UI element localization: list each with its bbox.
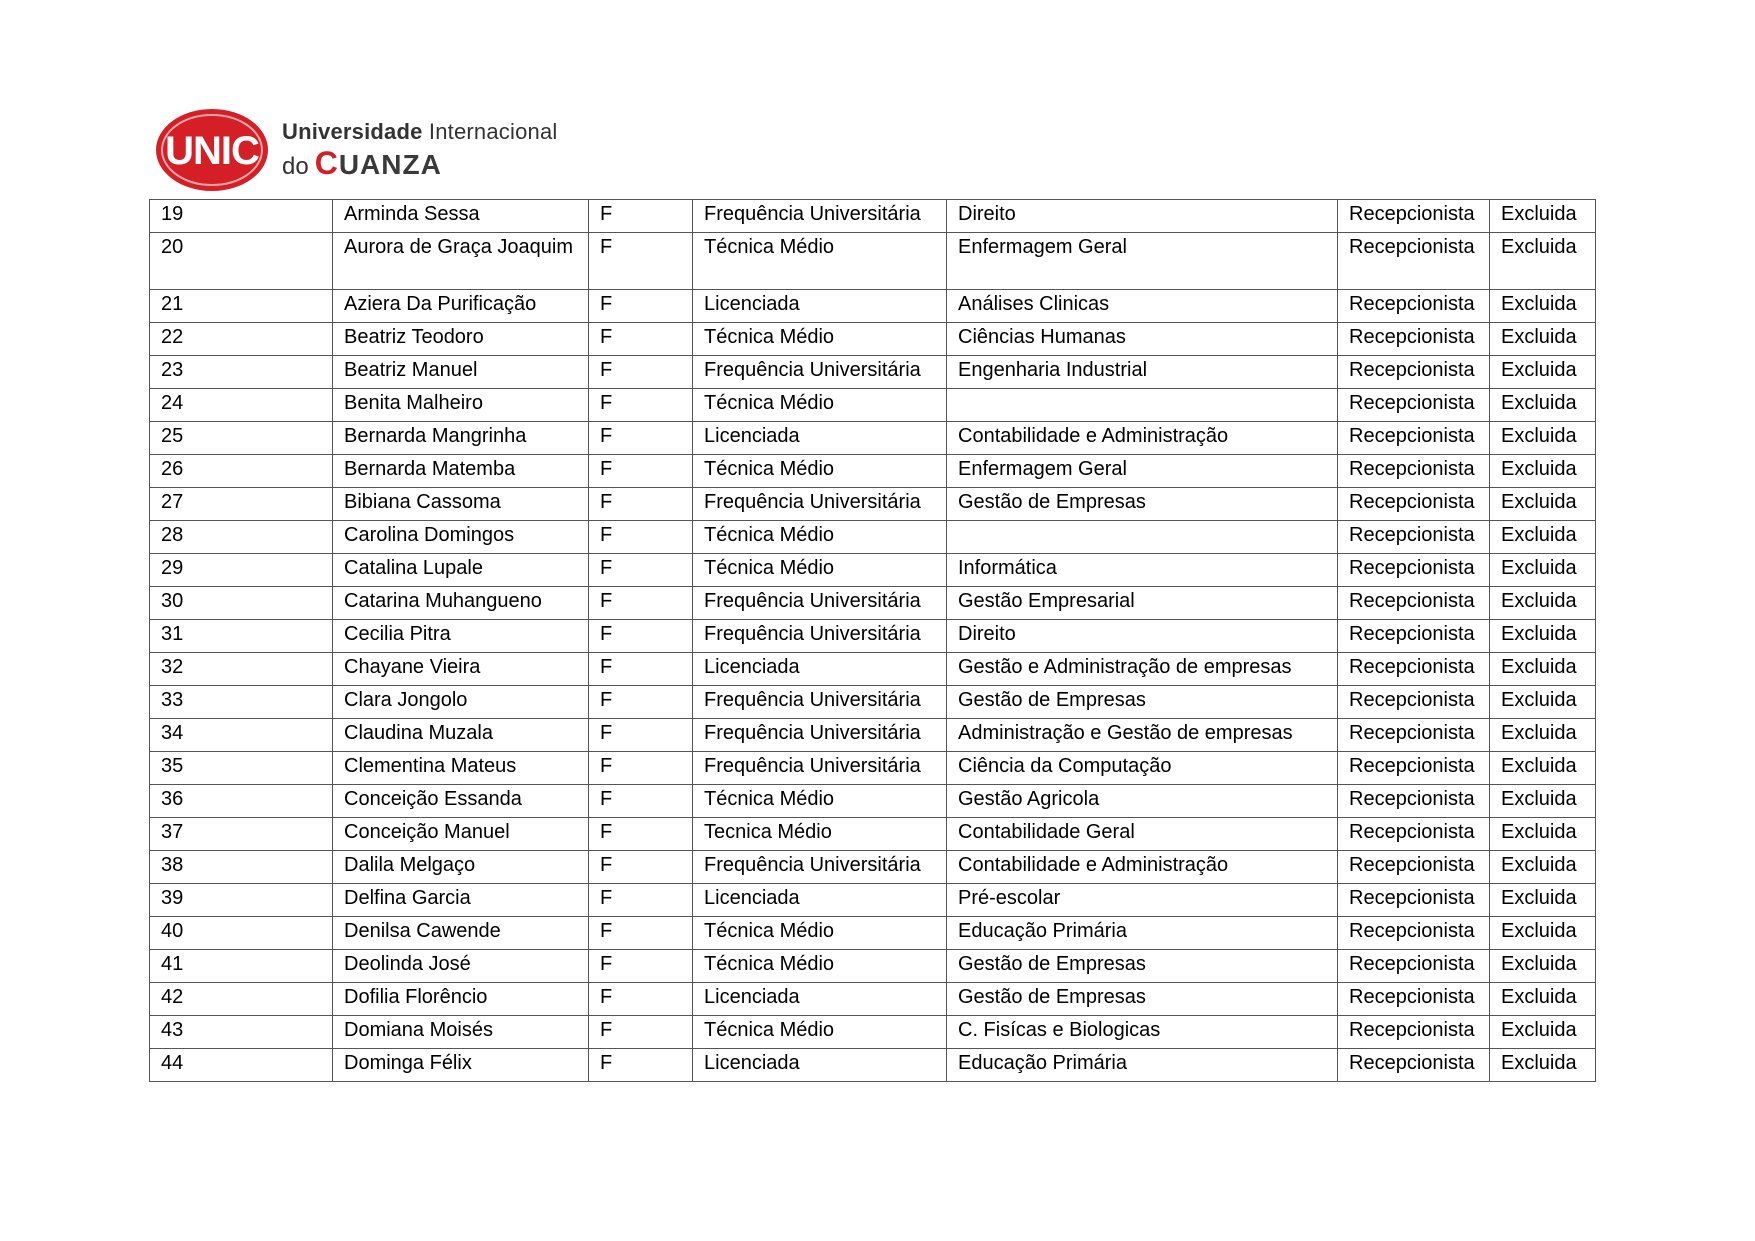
- table-row: [150, 554, 1596, 587]
- cell-name: Claudina Muzala: [333, 719, 589, 752]
- cell-role: Recepcionista: [1338, 455, 1490, 488]
- logo-word-cuanza: [315, 145, 442, 181]
- logo-word-do: do: [282, 153, 309, 180]
- cell-education-level: Frequência Universitária: [693, 686, 947, 719]
- cell-number: 43: [150, 1016, 333, 1049]
- cell-name: Aziera Da Purificação: [333, 290, 589, 323]
- cell-education-level: Frequência Universitária: [693, 719, 947, 752]
- cell-number: 33: [150, 686, 333, 719]
- cell-sex: F: [589, 785, 693, 818]
- cell-sex: F: [589, 983, 693, 1016]
- table-row: [150, 620, 1596, 653]
- cell-sex: F: [589, 488, 693, 521]
- logo-rest-uanza: UANZA: [338, 149, 442, 180]
- cell-name: Chayane Vieira: [333, 653, 589, 686]
- table-row: [150, 686, 1596, 719]
- cell-sex: F: [589, 851, 693, 884]
- cell-status: Excluida: [1490, 719, 1596, 752]
- cell-sex: F: [589, 653, 693, 686]
- cell-number: 22: [150, 323, 333, 356]
- cell-role: Recepcionista: [1338, 818, 1490, 851]
- cell-role: Recepcionista: [1338, 422, 1490, 455]
- cell-status: Excluida: [1490, 752, 1596, 785]
- cell-education-level: Técnica Médio: [693, 233, 947, 290]
- cell-education-level: Licenciada: [693, 1049, 947, 1082]
- cell-name: Conceição Essanda: [333, 785, 589, 818]
- cell-course: Educação Primária: [947, 1049, 1338, 1082]
- cell-number: 35: [150, 752, 333, 785]
- cell-course: Enfermagem Geral: [947, 233, 1338, 290]
- svg-text:UNIC: UNIC: [165, 129, 259, 173]
- cell-role: Recepcionista: [1338, 620, 1490, 653]
- cell-education-level: Técnica Médio: [693, 917, 947, 950]
- cell-sex: F: [589, 950, 693, 983]
- table-row: [150, 233, 1596, 290]
- cell-number: 26: [150, 455, 333, 488]
- cell-role: Recepcionista: [1338, 719, 1490, 752]
- cell-sex: F: [589, 200, 693, 233]
- cell-role: Recepcionista: [1338, 1016, 1490, 1049]
- cell-name: Bernarda Mangrinha: [333, 422, 589, 455]
- cell-course: Gestão Agricola: [947, 785, 1338, 818]
- cell-role: Recepcionista: [1338, 884, 1490, 917]
- cell-number: 27: [150, 488, 333, 521]
- cell-sex: F: [589, 884, 693, 917]
- cell-sex: F: [589, 455, 693, 488]
- cell-education-level: Técnica Médio: [693, 455, 947, 488]
- table-row: [150, 488, 1596, 521]
- table-row: [150, 983, 1596, 1016]
- cell-education-level: Tecnica Médio: [693, 818, 947, 851]
- table-row: [150, 785, 1596, 818]
- cell-status: Excluida: [1490, 233, 1596, 290]
- cell-sex: F: [589, 752, 693, 785]
- cell-role: Recepcionista: [1338, 851, 1490, 884]
- cell-status: Excluida: [1490, 488, 1596, 521]
- cell-education-level: Licenciada: [693, 884, 947, 917]
- cell-status: Excluida: [1490, 917, 1596, 950]
- table-row: [150, 200, 1596, 233]
- university-logo: [154, 107, 557, 193]
- cell-education-level: Técnica Médio: [693, 521, 947, 554]
- cell-education-level: Licenciada: [693, 290, 947, 323]
- cell-status: Excluida: [1490, 851, 1596, 884]
- cell-name: Denilsa Cawende: [333, 917, 589, 950]
- cell-status: Excluida: [1490, 653, 1596, 686]
- cell-course: Gestão de Empresas: [947, 983, 1338, 1016]
- cell-number: 42: [150, 983, 333, 1016]
- table-row: [150, 1016, 1596, 1049]
- cell-course: Ciência da Computação: [947, 752, 1338, 785]
- table-body: [150, 200, 1596, 1082]
- cell-course: C. Fisícas e Biologicas: [947, 1016, 1338, 1049]
- cell-number: 44: [150, 1049, 333, 1082]
- cell-education-level: Frequência Universitária: [693, 851, 947, 884]
- cell-name: Catarina Muhangueno: [333, 587, 589, 620]
- cell-sex: F: [589, 422, 693, 455]
- cell-role: Recepcionista: [1338, 1049, 1490, 1082]
- cell-education-level: Técnica Médio: [693, 1016, 947, 1049]
- cell-name: Arminda Sessa: [333, 200, 589, 233]
- cell-number: 37: [150, 818, 333, 851]
- table-row: [150, 752, 1596, 785]
- cell-education-level: Licenciada: [693, 983, 947, 1016]
- cell-name: Bernarda Matemba: [333, 455, 589, 488]
- cell-course: Direito: [947, 200, 1338, 233]
- cell-status: Excluida: [1490, 785, 1596, 818]
- table-row: [150, 1049, 1596, 1082]
- table-row: [150, 851, 1596, 884]
- table-row: [150, 818, 1596, 851]
- table-row: [150, 290, 1596, 323]
- logo-word-internacional: Internacional: [428, 119, 558, 144]
- candidates-table: [149, 199, 1596, 1082]
- cell-name: Domiana Moisés: [333, 1016, 589, 1049]
- cell-sex: F: [589, 356, 693, 389]
- cell-education-level: Frequência Universitária: [693, 356, 947, 389]
- table-row: [150, 521, 1596, 554]
- cell-role: Recepcionista: [1338, 752, 1490, 785]
- cell-name: Carolina Domingos: [333, 521, 589, 554]
- table-row: [150, 356, 1596, 389]
- cell-sex: F: [589, 521, 693, 554]
- cell-number: 36: [150, 785, 333, 818]
- cell-number: 39: [150, 884, 333, 917]
- logo-wordmark: [282, 121, 557, 179]
- cell-name: Beatriz Teodoro: [333, 323, 589, 356]
- table-row: [150, 884, 1596, 917]
- cell-sex: F: [589, 686, 693, 719]
- cell-role: Recepcionista: [1338, 950, 1490, 983]
- cell-course: Contabilidade e Administração: [947, 422, 1338, 455]
- cell-course: Gestão e Administração de empresas: [947, 653, 1338, 686]
- cell-course: Ciências Humanas: [947, 323, 1338, 356]
- cell-education-level: Técnica Médio: [693, 785, 947, 818]
- cell-name: Clara Jongolo: [333, 686, 589, 719]
- cell-name: Conceição Manuel: [333, 818, 589, 851]
- cell-education-level: Técnica Médio: [693, 554, 947, 587]
- cell-number: 40: [150, 917, 333, 950]
- cell-name: Catalina Lupale: [333, 554, 589, 587]
- cell-status: Excluida: [1490, 1016, 1596, 1049]
- cell-name: Bibiana Cassoma: [333, 488, 589, 521]
- cell-number: 31: [150, 620, 333, 653]
- table-row: [150, 422, 1596, 455]
- logo-line-1: [282, 121, 557, 143]
- cell-course: Contabilidade e Administração: [947, 851, 1338, 884]
- cell-sex: F: [589, 917, 693, 950]
- cell-number: 32: [150, 653, 333, 686]
- cell-education-level: Frequência Universitária: [693, 620, 947, 653]
- cell-education-level: Licenciada: [693, 422, 947, 455]
- cell-number: 34: [150, 719, 333, 752]
- cell-status: Excluida: [1490, 950, 1596, 983]
- table-row: [150, 323, 1596, 356]
- cell-sex: F: [589, 719, 693, 752]
- cell-course: [947, 389, 1338, 422]
- cell-role: Recepcionista: [1338, 653, 1490, 686]
- cell-name: Delfina Garcia: [333, 884, 589, 917]
- logo-line-2: [282, 147, 557, 179]
- cell-sex: F: [589, 818, 693, 851]
- cell-sex: F: [589, 323, 693, 356]
- cell-course: Administração e Gestão de empresas: [947, 719, 1338, 752]
- cell-status: Excluida: [1490, 554, 1596, 587]
- cell-status: Excluida: [1490, 323, 1596, 356]
- table-row: [150, 587, 1596, 620]
- cell-role: Recepcionista: [1338, 983, 1490, 1016]
- cell-role: Recepcionista: [1338, 233, 1490, 290]
- cell-education-level: Técnica Médio: [693, 389, 947, 422]
- cell-role: Recepcionista: [1338, 290, 1490, 323]
- cell-role: Recepcionista: [1338, 917, 1490, 950]
- cell-sex: F: [589, 587, 693, 620]
- table-row: [150, 389, 1596, 422]
- cell-number: 23: [150, 356, 333, 389]
- cell-education-level: Frequência Universitária: [693, 752, 947, 785]
- cell-course: Pré-escolar: [947, 884, 1338, 917]
- cell-number: 25: [150, 422, 333, 455]
- cell-name: Deolinda José: [333, 950, 589, 983]
- cell-sex: F: [589, 620, 693, 653]
- cell-sex: F: [589, 1049, 693, 1082]
- cell-sex: F: [589, 290, 693, 323]
- cell-name: Cecilia Pitra: [333, 620, 589, 653]
- cell-number: 29: [150, 554, 333, 587]
- cell-status: Excluida: [1490, 521, 1596, 554]
- cell-name: Dalila Melgaço: [333, 851, 589, 884]
- cell-course: Engenharia Industrial: [947, 356, 1338, 389]
- cell-course: Gestão de Empresas: [947, 950, 1338, 983]
- cell-number: 19: [150, 200, 333, 233]
- cell-name: Dominga Félix: [333, 1049, 589, 1082]
- cell-education-level: Técnica Médio: [693, 950, 947, 983]
- table-row: [150, 653, 1596, 686]
- cell-number: 28: [150, 521, 333, 554]
- cell-number: 41: [150, 950, 333, 983]
- cell-course: Direito: [947, 620, 1338, 653]
- cell-sex: F: [589, 389, 693, 422]
- cell-role: Recepcionista: [1338, 488, 1490, 521]
- cell-name: Clementina Mateus: [333, 752, 589, 785]
- cell-status: Excluida: [1490, 1049, 1596, 1082]
- cell-status: Excluida: [1490, 884, 1596, 917]
- cell-name: Beatriz Manuel: [333, 356, 589, 389]
- cell-education-level: Frequência Universitária: [693, 488, 947, 521]
- cell-name: Dofilia Florêncio: [333, 983, 589, 1016]
- cell-course: Análises Clinicas: [947, 290, 1338, 323]
- cell-role: Recepcionista: [1338, 356, 1490, 389]
- cell-status: Excluida: [1490, 983, 1596, 1016]
- cell-role: Recepcionista: [1338, 587, 1490, 620]
- cell-education-level: Frequência Universitária: [693, 587, 947, 620]
- cell-number: 30: [150, 587, 333, 620]
- cell-number: 38: [150, 851, 333, 884]
- cell-status: Excluida: [1490, 356, 1596, 389]
- logo-initial-c: C: [314, 145, 339, 181]
- cell-number: 21: [150, 290, 333, 323]
- cell-sex: F: [589, 1016, 693, 1049]
- cell-role: Recepcionista: [1338, 323, 1490, 356]
- cell-course: Gestão de Empresas: [947, 488, 1338, 521]
- cell-status: Excluida: [1490, 587, 1596, 620]
- cell-course: Educação Primária: [947, 917, 1338, 950]
- cell-status: Excluida: [1490, 290, 1596, 323]
- cell-course: Gestão Empresarial: [947, 587, 1338, 620]
- cell-status: Excluida: [1490, 455, 1596, 488]
- unic-logo-icon: [154, 107, 270, 193]
- table-row: [150, 950, 1596, 983]
- cell-role: Recepcionista: [1338, 521, 1490, 554]
- cell-role: Recepcionista: [1338, 389, 1490, 422]
- cell-education-level: Técnica Médio: [693, 323, 947, 356]
- cell-course: Informática: [947, 554, 1338, 587]
- cell-status: Excluida: [1490, 620, 1596, 653]
- cell-status: Excluida: [1490, 200, 1596, 233]
- cell-education-level: Frequência Universitária: [693, 200, 947, 233]
- cell-course: Enfermagem Geral: [947, 455, 1338, 488]
- cell-role: Recepcionista: [1338, 200, 1490, 233]
- table-row: [150, 455, 1596, 488]
- cell-number: 20: [150, 233, 333, 290]
- cell-sex: F: [589, 233, 693, 290]
- cell-course: Contabilidade Geral: [947, 818, 1338, 851]
- cell-name: Benita Malheiro: [333, 389, 589, 422]
- logo-word-universidade: Universidade: [282, 119, 423, 144]
- cell-role: Recepcionista: [1338, 785, 1490, 818]
- table-row: [150, 917, 1596, 950]
- cell-role: Recepcionista: [1338, 554, 1490, 587]
- cell-status: Excluida: [1490, 818, 1596, 851]
- cell-status: Excluida: [1490, 389, 1596, 422]
- cell-status: Excluida: [1490, 422, 1596, 455]
- cell-course: [947, 521, 1338, 554]
- table-row: [150, 719, 1596, 752]
- cell-education-level: Licenciada: [693, 653, 947, 686]
- cell-course: Gestão de Empresas: [947, 686, 1338, 719]
- cell-name: Aurora de Graça Joaquim: [333, 233, 589, 290]
- cell-sex: F: [589, 554, 693, 587]
- cell-status: Excluida: [1490, 686, 1596, 719]
- cell-number: 24: [150, 389, 333, 422]
- cell-role: Recepcionista: [1338, 686, 1490, 719]
